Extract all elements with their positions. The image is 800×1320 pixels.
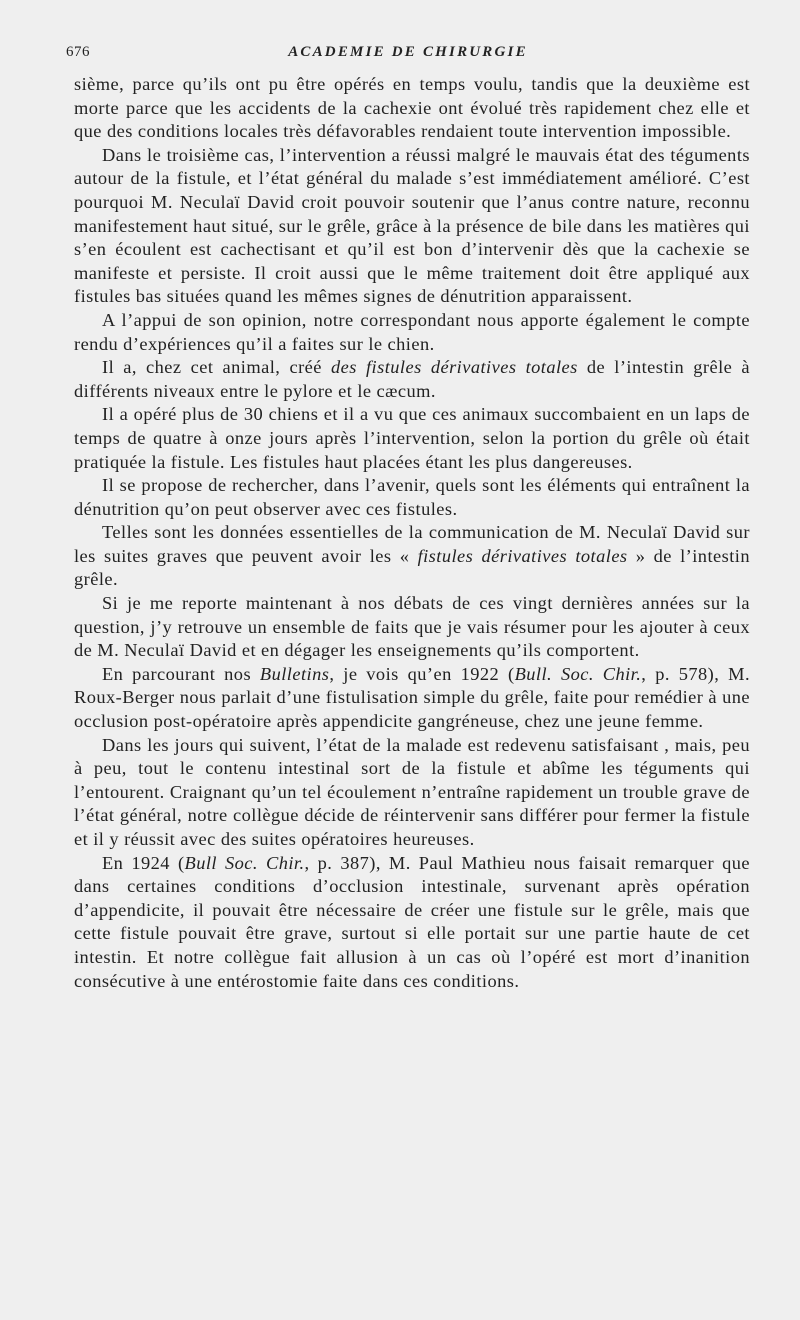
- paragraph: [74, 734, 750, 852]
- paragraph: [74, 592, 750, 663]
- italic-text: Bull. Soc. Chir.: [514, 663, 642, 684]
- text-run: » de l’intestin grêle.: [74, 545, 750, 590]
- paragraph: [74, 356, 750, 403]
- text-run: Dans les jours qui suivent, l’état de la malade est redevenu satisfaisant , mais, peu à peu, tout le contenu intestinal sort de la fistule et abîme les téguments qui l’entourent. Craignant qu’un tel écoulement n’entraîne rapidement un trouble grave de l’état général, notre collègue décide de réintervenir sans différer pour fermer la fistule et il y réussit avec des suites opératoires heureuses.: [74, 734, 750, 849]
- text-run: Il a opéré plus de 30 chiens et il a vu que ces animaux succombaient en un laps de temps de quatre à onze jours après l’intervention, selon la portion du grêle où était pratiquée la fistule. Les fistules haut placées étant les plus dangereuses.: [74, 404, 750, 472]
- text-run: sième, parce qu’ils ont pu être opérés en temps voulu, tandis que la deuxième est morte parce que les accidents de la cachexie ont évolué très rapidement chez elle et que des conditions locales très défavorables rendaient toute intervention impossible.: [74, 74, 750, 142]
- text-run: Si je me reporte maintenant à nos débats de ces vingt dernières années sur la question, j’y retrouve un ensemble de faits que je vais résumer pour les ajouter à ceux de M. Neculaï David et en dégager les enseignements qu’ils comportent.: [74, 593, 750, 661]
- paragraph: [74, 144, 750, 309]
- text-run: , p. 387), M. Paul Mathieu nous faisait remarquer que dans certaines conditions d’occlusion intestinale, survenant après opération d’appendicite, il pouvait être nécessaire de créer une fistule sur le grêle, mais que cette fistule pouvait être grave, surtout si elle portait sur une partie haute de cet intestin. Et notre collègue fait allusion à un cas où l’opéré est mort d’inanition consécutive à une entérostomie faite dans ces conditions.: [74, 852, 750, 991]
- italic-text: Bulletins: [259, 663, 330, 684]
- text-run: , je vois qu’en 1922 (: [329, 663, 515, 684]
- italic-text: Bull Soc. Chir.: [184, 852, 305, 873]
- text-run: A l’appui de son opinion, notre correspondant nous apporte également le compte rendu d’expériences qu’il a faites sur le chien.: [74, 309, 750, 354]
- text-run: Telles sont les données essentielles de la communication de M. Neculaï David sur les suites graves que peuvent avoir les «: [74, 522, 750, 566]
- body-text: [74, 73, 750, 993]
- paragraph: [74, 309, 750, 356]
- paragraph: [74, 73, 750, 144]
- italic-text: fistules dérivatives totales: [417, 545, 628, 566]
- running-title: ACADEMIE DE CHIRURGIE: [288, 44, 528, 60]
- paragraph: [74, 474, 750, 521]
- text-run: Dans le troisième cas, l’intervention a réussi malgré le mauvais état des téguments autour de la fistule, et l’état général du malade s’est immédiatement amélioré. C’est pourquoi M. Neculaï David croit pouvoir soutenir que l’anus contre nature, reconnu manifestement haut situé, sur le grêle, grâce à la présence de bile dans les matières qui s’en écoulent est cachectisant et qu’il est bon d’intervenir dès que la cachexie se manifeste et persiste. Il croit aussi que le même traitement doit être appliqué aux fistules bas situées quand les mêmes signes de dénutrition apparaissent.: [74, 144, 750, 307]
- paragraph: [74, 852, 750, 994]
- text-run: En parcourant nos: [102, 663, 260, 684]
- paragraph: [74, 521, 750, 592]
- text-run: En 1924 (: [102, 852, 185, 873]
- paragraph: [74, 663, 750, 734]
- text-run: , p. 578), M. Roux-Berger nous parlait d’une fistulisation simple du grêle, faite pour remédier à une occlusion post-opératoire après appendicite gangréneuse, chez une jeune femme.: [74, 663, 751, 732]
- paragraph: [74, 403, 750, 474]
- text-run: Il se propose de rechercher, dans l’avenir, quels sont les éléments qui entraînent la dénutrition qu’on peut observer avec ces fistules.: [74, 475, 750, 519]
- text-run: de l’intestin grêle à différents niveaux entre le pylore et le cæcum.: [74, 357, 751, 401]
- page-header: [66, 44, 750, 66]
- text-run: Il a, chez cet animal, créé: [102, 357, 331, 378]
- page-number: 676: [66, 44, 90, 60]
- italic-text: des fistules dérivatives totales: [331, 357, 578, 378]
